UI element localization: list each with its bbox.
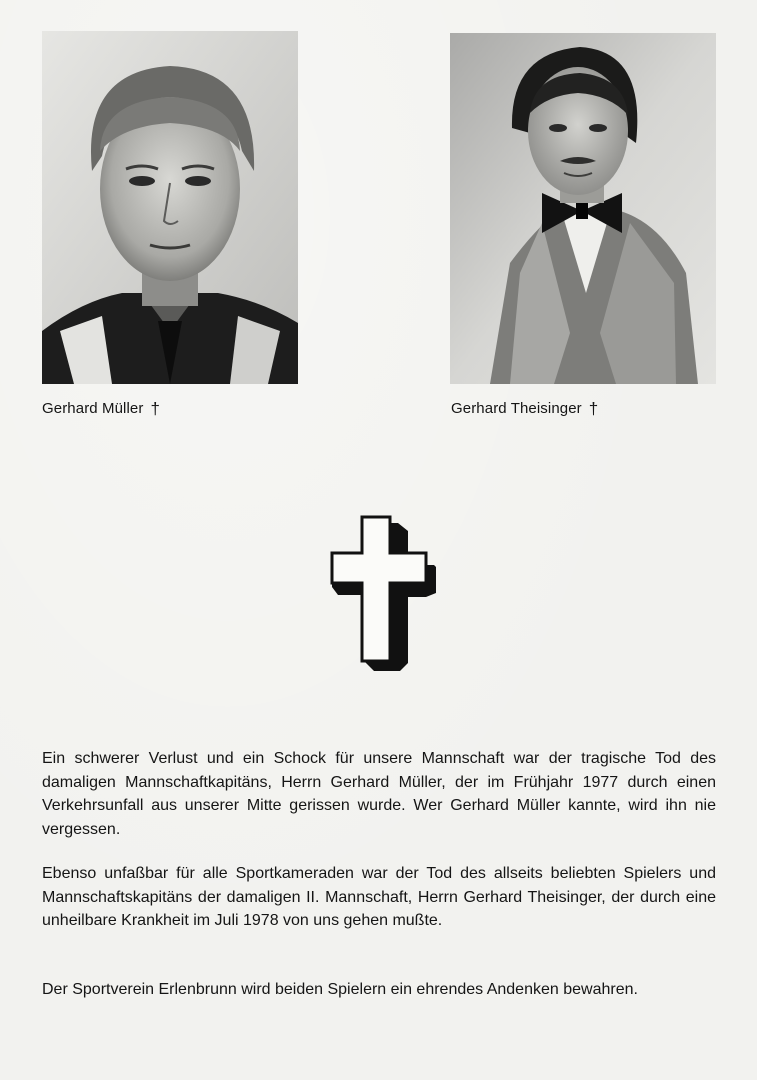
dagger-icon: † — [150, 399, 160, 418]
paragraph-remembrance: Der Sportverein Erlenbrunn wird beiden Spielern ein ehrendes Andenken bewahren. — [42, 981, 638, 998]
caption-gerhard-mueller — [42, 399, 160, 419]
portrait-photo-gerhard-mueller — [42, 31, 298, 384]
paragraph-loss-mueller: Ein schwerer Verlust und ein Schock für unsere Mannschaft war der tragische Tod des damaligen Mannschaftkapitäns, Herrn Gerhard Müller, der im Frühjahr 1977 durch einen Verkehrsunfall aus unserer Mitte gerissen wurde. Wer Gerhard Müller kannte, wird ihn nie vergessen. — [42, 750, 716, 838]
caption-name: Gerhard Theisinger — [451, 400, 582, 417]
portrait-photo-gerhard-theisinger — [450, 33, 716, 384]
portrait-image — [42, 31, 298, 384]
portrait-image — [450, 33, 716, 384]
caption-gerhard-theisinger — [451, 399, 598, 419]
paragraph-loss-theisinger: Ebenso unfaßbar für alle Sportkameraden war der Tod des allseits beliebten Spielers und Mannschaftskapitäns der damaligen II. Mannschaft, Herrn Gerhard Theisinger, der durch eine unheilbare Krankheit im Juli 1978 von uns gehen mußte. — [42, 865, 716, 929]
cross-icon — [330, 515, 440, 671]
caption-name: Gerhard Müller — [42, 400, 144, 417]
dagger-icon: † — [588, 399, 599, 418]
